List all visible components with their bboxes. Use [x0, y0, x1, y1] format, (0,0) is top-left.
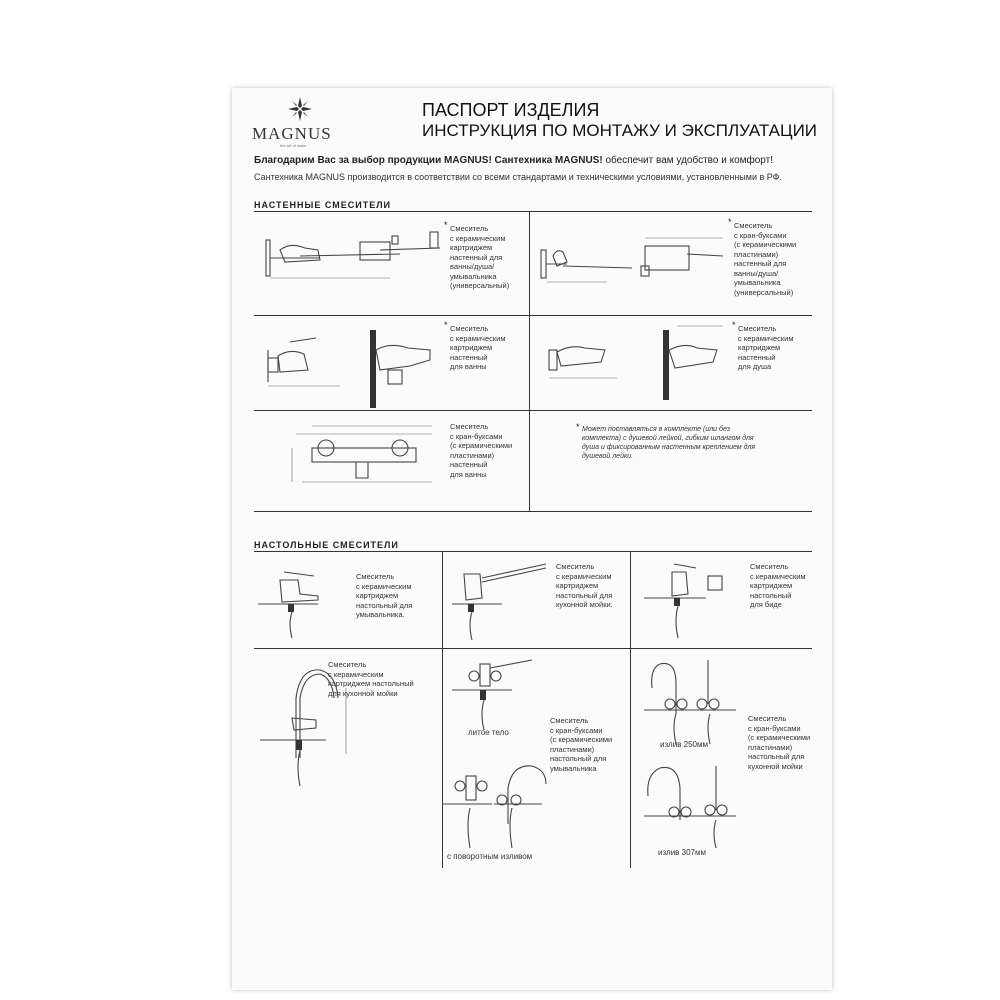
wall-item-description: Смеситель с кран-буксами (с керамическими пластинами) настенный для ванны/душа/ умывальника (универсальный) — [734, 221, 797, 297]
brand-tagline: the art of water — [280, 143, 307, 148]
desk-item-description: Смеситель с керамическим картриджем настольный для биде — [750, 562, 806, 609]
thanks-normal: обеспечит вам удобство и комфорт! — [602, 155, 773, 166]
standards-line: Сантехника MAGNUS производится в соответствии со всеми стандартами и техническими условиями, установленными в РФ. — [254, 172, 783, 182]
document-subtitle: ИНСТРУКЦИЯ ПО МОНТАЖУ И ЭКСПЛУАТАЦИИ — [422, 121, 818, 140]
wall-section-title: НАСТЕННЫЕ СМЕСИТЕЛИ — [254, 200, 391, 210]
divider — [254, 410, 812, 411]
desk-mixer-kitchen-drawing — [452, 558, 552, 642]
divider — [630, 552, 631, 868]
magnus-logo-icon — [287, 96, 313, 122]
desk-item-description: Смеситель с керамическим картриджем настольный для кухонной мойки — [328, 660, 414, 698]
wall-item-description: Смеситель с керамическим картриджем настенный для душа — [738, 324, 794, 371]
desk-mixer-washbasin-drawing — [258, 560, 358, 640]
desk-mixer-valve-swivel-drawing — [442, 754, 562, 850]
desk-mixer-bidet-drawing — [636, 558, 736, 642]
divider — [254, 315, 812, 316]
document-title: ПАСПОРТ ИЗДЕЛИЯ — [422, 100, 600, 120]
desk-section-title: НАСТОЛЬНЫЕ СМЕСИТЕЛИ — [254, 540, 399, 550]
asterisk: * — [576, 422, 580, 432]
caption-spout-307: излив 307мм — [658, 848, 707, 857]
shower-kit-note: Может поставляться в комплекте (или без комплекта) с душевой лейкой, гибким шлангом для душа и фиксированным настенным креплением для душевой лейки. — [582, 426, 756, 460]
divider — [254, 511, 812, 512]
desk-item-description: Смеситель с кран-буксами (с керамическими пластинами) настольный для кухонной мойки — [748, 714, 811, 771]
divider — [254, 551, 812, 552]
thanks-line — [254, 155, 773, 166]
desk-mixer-valve-cast-drawing — [452, 654, 542, 734]
wall-mixer-valve-bath-drawing — [272, 418, 442, 498]
desk-mixer-valve-kitchen-307-drawing — [636, 760, 746, 850]
caption-swivel-spout: с поворотным изливом — [447, 852, 533, 861]
brand-name: MAGNUS — [252, 124, 332, 143]
desk-item-description: Смеситель с керамическим картриджем настольный для умывальника. — [356, 572, 413, 619]
wall-item-description: Смеситель с кран-буксами (с керамическими пластинами) настенный для ванны — [450, 422, 513, 479]
wall-item-description: Смеситель с керамическим картриджем настенный для ванны — [450, 324, 506, 371]
asterisk: * — [444, 220, 448, 230]
divider — [529, 212, 530, 512]
wall-mixer-bath-drawing — [260, 320, 440, 410]
wall-mixer-shower-drawing — [537, 320, 727, 410]
asterisk: * — [728, 217, 732, 227]
desk-item-description: Смеситель с керамическим картриджем настольный для кухонной мойки. — [556, 562, 613, 609]
caption-spout-250: излив 250мм — [660, 740, 709, 749]
desk-mixer-valve-kitchen-250-drawing — [636, 654, 746, 750]
thanks-bold: Благодарим Вас за выбор продукции MAGNUS! Сантехника MAGNUS! — [254, 155, 603, 166]
wall-item-description: Смеситель с керамическим картриджем настенный для ванны/душа/ умывальника (универсальный) — [450, 224, 510, 290]
desk-item-description: Смеситель с кран-буксами (с керамическими пластинами) настольный для умывальника — [550, 716, 613, 773]
divider — [254, 211, 812, 212]
asterisk: * — [732, 320, 736, 330]
wall-mixer-universal-drawing — [260, 220, 450, 290]
divider — [254, 648, 812, 649]
asterisk: * — [444, 320, 448, 330]
instruction-sheet — [232, 88, 832, 990]
caption-cast-body: литое тело — [468, 728, 509, 737]
wall-mixer-valve-drawing — [537, 228, 727, 298]
